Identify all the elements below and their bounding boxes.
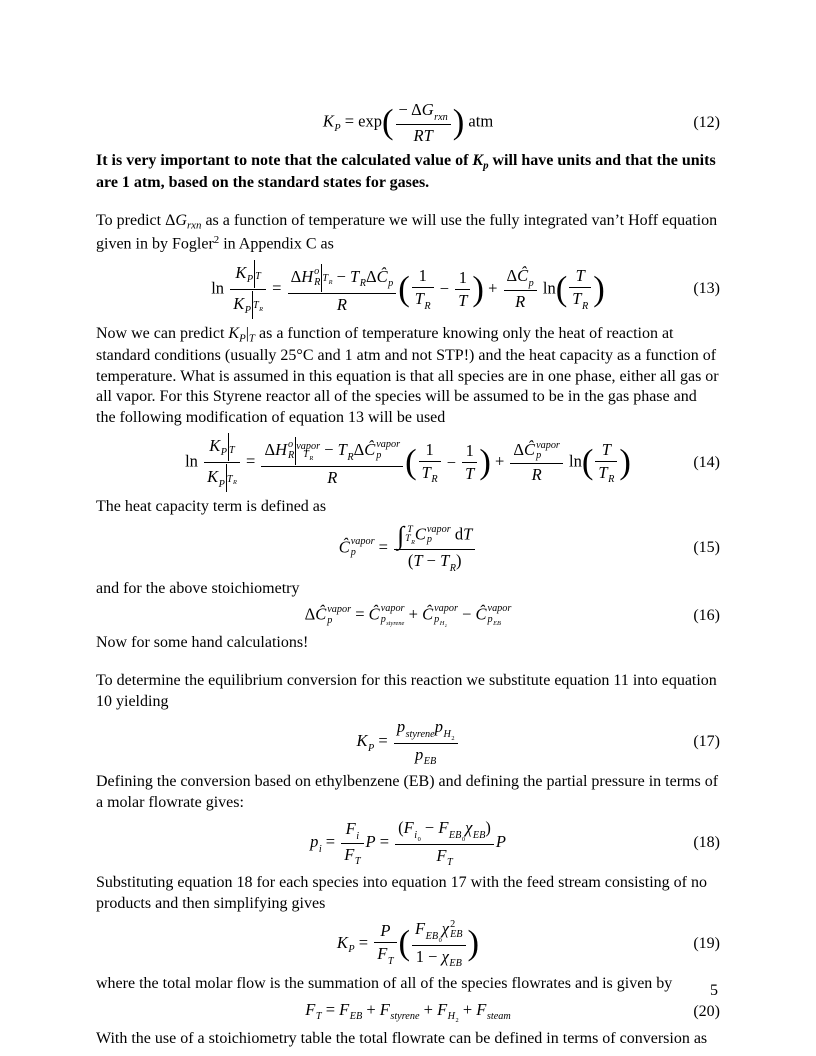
- equation-14-math: ln $K_P$ T $K_P$ $T_R$ = ΔH o R vapor $T_R$ − $T_R\Delta Ĉ$ vapor p R ( $\frac{1}{T_R}$ − $\frac{1}{T}$ ) + ΔĈ vapor p R ln ( $\frac{T}{T_R}$ ): [185, 433, 631, 492]
- equation-18: [96, 818, 720, 868]
- equation-16-math: ΔĈ vapor p = Ĉ vapor $p_{styrene}$ + Ĉ vapor $p_{H_2}$ − Ĉ vapor $p_{EB}$: [304, 603, 512, 628]
- equation-15-math: Ĉ vapor p = ∫ T $T_R$ C vapor p dT $(T - T_R)$: [339, 523, 478, 574]
- paragraph-above-stoichiometry: and for the above stoichiometry: [96, 579, 300, 597]
- equation-19-number: (19): [693, 935, 720, 953]
- equation-16-number: (16): [693, 607, 720, 624]
- equation-13: [96, 260, 720, 319]
- equation-12-math: $K_P = \exp$ ( $\frac{- \Delta G_{rxn}}{RT}$ ) atm: [322, 100, 494, 145]
- equation-12-number: (12): [693, 113, 720, 131]
- page-number: 5: [710, 982, 718, 999]
- equation-20-number: (20): [693, 1002, 720, 1020]
- equation-19-math: $K_P$ = $\frac{P}{F_T}$ ( $F_{EB_0}\chi$ 2 EB $1 - \chi_{EB}$ ): [336, 918, 480, 970]
- paragraph-total-molar-flow: where the total molar flow is the summation of all of the species flowrates and is given by: [96, 975, 673, 993]
- paragraph-predict-dg: To predict $\Delta G_{rxn}$ as a function of temperature we will use the fully integrated van’t Hoff equation given in by Fogler$^2$ in Appendix C as: [96, 212, 718, 253]
- equation-16: [96, 604, 720, 627]
- paragraph-stoichiometry-table: With the use of a stoichiometry table the total flowrate can be defined in terms of conversion as: [96, 1030, 708, 1048]
- equation-20-math: $F_T = F_{EB} + F_{styrene} + F_{H_2} + F_{steam}$: [305, 999, 511, 1025]
- equation-12: [96, 100, 720, 146]
- paragraph-now-we-can-predict: Now we can predict $K_P|_T$ as a function of temperature knowing only the heat of reaction at standard conditions (usually 25°C and 1 atm and not STP!) and the heat capacity as a function of temperature. What is assumed in this equation is that all species are in one phase, either all gas or all vapor. For this Styrene reactor all of the species will be assumed to be in the gas phase and the following modification of equation 13 will be used: [96, 324, 719, 426]
- paragraph-defining-conversion: Defining the conversion based on ethylbenzene (EB) and defining the partial pressure in terms of a molar flowrate gives:: [96, 773, 719, 811]
- equation-14-number: (14): [693, 453, 720, 471]
- equation-17-number: (17): [693, 733, 720, 751]
- equation-15-number: (15): [693, 539, 720, 557]
- equation-18-number: (18): [693, 834, 720, 852]
- equation-13-math: ln $K_P$ T $K_P$ $T_R$ = ΔH o R $T_R$ − $T_R\Delta Ĉ_p$ R ( $\frac{1}{T_R}$ − $\frac{1}{T}$ ) + $\frac{\Delta Ĉ_p}{R}$ ln ( $\frac{T}{T_R}$ ): [211, 260, 605, 319]
- paragraph-hand-calculations: Now for some hand calculations!: [96, 633, 309, 651]
- equation-14: [96, 433, 720, 492]
- paragraph-important-note: It is very important to note that the calculated value of $K_p$ will have units and that the units are 1 atm, based on the standard states for gases.: [96, 151, 716, 191]
- equation-17: [96, 717, 720, 767]
- equation-17-math: $K_P$ = $\frac{p_{styrene}p_{H_2}}{p_{EB}}$: [356, 717, 459, 767]
- paragraph-substituting-eq18: Substituting equation 18 for each species into equation 17 with the feed stream consisting of no products and then simplifying gives: [96, 874, 707, 912]
- equation-19: [96, 919, 720, 969]
- equation-20: [96, 1000, 720, 1024]
- equation-15: [96, 520, 720, 574]
- paragraph-heat-capacity-term: The heat capacity term is defined as: [96, 498, 327, 516]
- equation-18-math: $p_i$ = $\frac{F_i}{F_T}$ P = $\frac{(F_{i_0} - F_{EB_0}\chi_{EB})}{F_T}$ P: [310, 818, 506, 869]
- equation-13-number: (13): [693, 280, 720, 298]
- paragraph-equilibrium-conversion: To determine the equilibrium conversion for this reaction we substitute equation 11 into equation 10 yielding: [96, 672, 717, 710]
